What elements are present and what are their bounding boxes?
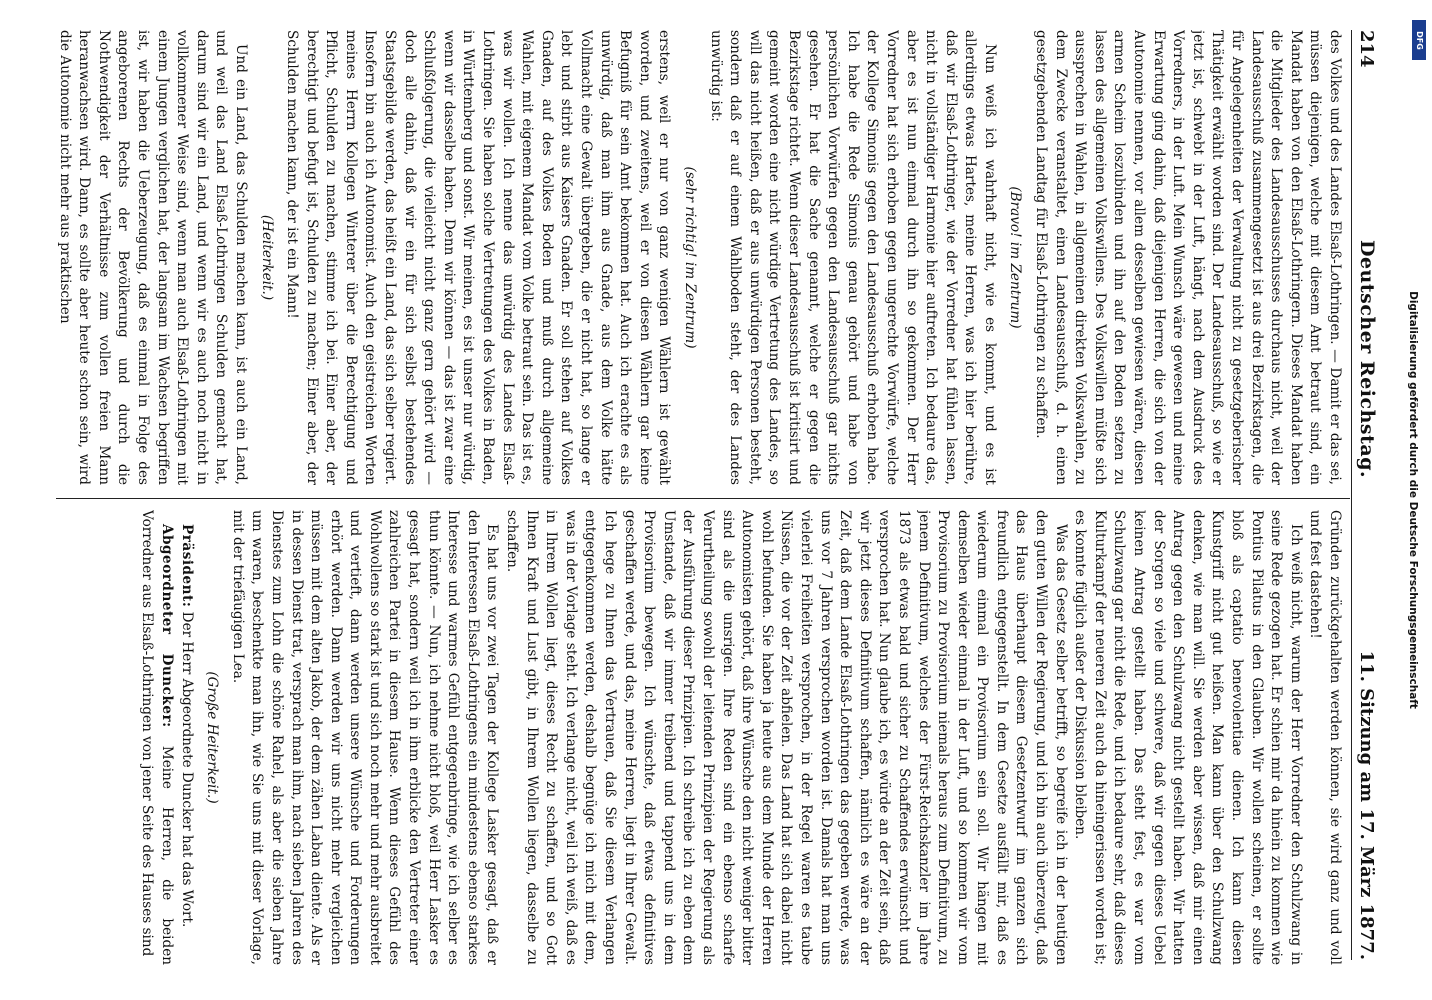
paragraph: Und ein Land, das Schulden machen kann, ist auch ein Land, und weil das Land Elsaß-Lothringen Schulden gemacht hat, darum sind wir ein Land, und wenn wir es auch noch nicht in vollkommener Weise sind, wenn man auch Elsaß-Lothringen mit einem Jungen verglichen hat, der langsam im Wachsen begriffen ist, wir haben die Ueberzeugung, daß es einmal in Folge des angeborenen Rechts der Bevölkerung und durch die Nothwendigkeit der Verhältnisse zum vollen freien Mann heranwachsen wird. Dann, es sollte aber heute schon sein, wird die Autonomie nicht mehr aus praktischen: [56, 30, 249, 485]
paragraph: erstens, weil er nur von ganz wenigen Wählern ist gewählt worden, und zweitens, weil er von diesen Wählern gar keine Befugniß für sein Amt bekommen hat. Auch ich erachte es als unwürdig, daß man ihm aus Gnade, aus dem Volke hätte Vollmacht eine Gewalt übergeben, die er nicht hat, so lange er lebt und stirbt aus Kaisers Gnaden. Er soll stehen auf Volkes Gnaden, auf des Volkes Boden und muß durch allgemeine Wahlen, mit eigenem Mandat vom Volke betraut sein. Das ist es, was wir wollen. Ich nenne das unwürdig des Landes Elsaß-Lothringen. Sie haben solche Vertretungen des Volkes in Baden, in Württemberg und sonst. Wir meinen, es ist unser nur würdig, wenn wir dasselbe haben. Denn wir können — das ist zwar eine Schlußfolgerung, die vielleicht nicht ganz gern gehört wird — doch alle dahin, daß wir ein für sich selbst bestehendes Staatsgebilde werden, das heißt ein Land, das sich selber regiert. Insofern bin auch ich Autonomist. Auch den geistreichen Worten meines Herrn Kollegen Winterer über die Berechtigung und Pflicht, Schulden zu machen, stimme ich bei. Einer aber, der berechtigt und befugt ist, Schulden zu machen; Einer aber, der Schulden machen kann, der ist ein Mann!: [284, 30, 673, 485]
digitization-credit-text: Digitalisierung gefördert durch die Deutsche Forschungsgemeinschaft: [1407, 291, 1419, 709]
paragraph: des Volkes und des Landes Elsaß-Lothringen. — Damit er das sei, müssen diejenigen, welche mit diesem Amt betraut sind, ein Mandat haben von den Elsaß-Lothringern. Dieses Mandat haben die Mitglieder des Landesausschusses durchaus nicht, weil der Landesausschuß zusammengesetzt ist aus drei Bezirkstagen, die für Angelegenheiten der Verwaltung nicht zu gesetzgeberischer Thätigkeit erwählt worden sind. Der Landesausschuß, so wie er jetzt ist, schwebt in der Luft, hängt, nach dem Ausdruck des Vorredners, in der Luft. Mein Wunsch wäre gewesen und meine Erwartung ging dahin, daß diejenigen Herren, die sich von der Autonomie nennen, vor allem desselben gewiesen wären, diesen armen Scheim loszubinden und ihn auf den Boden setzen zu lassen des allgemeinen Volkswillens. Des Volkswillen müßte sich aussprechen in Wahlen, in allgemeinen direkten Volkswahlen, zu dem Zwecke veranstaltet, einen Landesausschuß, d. h. einen gesetzgebenden Landtag für Elsaß-Lothringen zu schaffen.: [1033, 30, 1343, 485]
right-column: [46, 510, 1344, 965]
paragraph: Was das Gesetz selber betrifft, so begreife ich in der heutigen den guten Willen der Regierung, und ich bin auch überzeugt, daß das Haus überhaupt diesem Gesetzentwurf im ganzen sich freundlich entgegenstellt. In dem Gesetze ausfällt mir, daß es wiederum einmal ein Provisorium sein soll. Wir hängen mit demselben wieder einmal in der Luft, und so kommen wir vom Provisorium zu Provisorium niemals heraus zum Definitivum, zu jenem Definitivum, welches der Fürst-Reichskanzler im Jahre 1873 als etwas bald und sicher zu Schaffendes erwünscht und versprochen hat. Nun glaube ich, es würde an der Zeit sein, daß wir jetzt dieses Definitivum schaffen, nämlich es wäre an der Zeit, daß dem Lande Elsaß-Lothringen das gegeben werde, was uns vor 7 Jahren versprochen worden ist. Damals hat man uns vielerlei Freiheiten versprochen, in der Regel waren es taube Nüssen, die vor der Zeit abfielen. Das Land hat sich dabei nicht wohl befunden. Sie haben ja heute aus dem Munde der Herren Autonomisten gehört, daß ihre Wünsche den nicht weniger bitter sind als die unsrigen. Ihre Reden sind ein ebenso scharfe Verurtheilung sowohl der leitenden Prinzipien der Regierung als der Ausführung dieser Prinzipien. Ich schreibe ich zu eben dem Umstande, daß wir immer treibend und tappend uns in dem Provisorium bewegen. Ich wünschte, daß etwas definitives geschaffen werde, und das, meine Herren, liegt in Ihrer Gewalt. Ich hege zu Ihnen das Vertrauen, daß Sie diesem Verlangen entgegenkommen werden, deshalb begnüge ich mich mit dem, was in der Vorlage steht. Ich verlange nicht, weil ich weiß, daß es in Ihrem Wollen liegt, dieses Recht zu schaffen, und so Gott Ihnen Kraft und Lust gibt, in Ihrem Wollen liegen, dasselbe zu schaffen.: [504, 510, 1069, 965]
interjection: (Heiterkeit.): [258, 214, 275, 301]
paragraph: Nun weiß ich wahrhaft nicht, wie es kommt, und es ist allerdings etwas Hartes, meine Herren, was ich hier berühre, daß wir Elsaß-Lothringer, wie der Vorredner hat fühlen lassen, nicht in vollständiger Harmonie hier auftreten. Ich bedaure das, aber es ist nun einmal durch ihn so gekommen. Der Herr Vorredner hat sich erhoben gegen ungerechte Vorwürfe, welche der Kollege Simonis gegen den Landesausschuß erhoben habe. Ich habe die Rede Simonis genau gehört und habe von persönlichen Vorwürfen gegen den Landesausschuß gar nichts gesehen. Er hat die Sache genannt, welche er gegen die Bezirkstage richtet. Wenn dieser Landesausschuß ist kritisirt und gemeint worden eine nicht würdige Vertretung des Landes, so will das nicht heißen, daß er aus unwürdigen Personen besteht, sondern daß er auf einem Wahlboden steht, der des Landes unwürdig ist:: [707, 30, 998, 485]
document-page: [36, 10, 1396, 990]
dfg-badge-text: DFG: [1414, 30, 1424, 50]
president-line: [176, 510, 196, 965]
page-title: Deutscher Reichstag.: [1356, 239, 1378, 479]
digitization-credit: [1393, 20, 1432, 980]
president-label: Präsident:: [178, 524, 195, 608]
interjection: (Bravo! im Zentrum): [1007, 186, 1024, 329]
page-header: [1351, 30, 1396, 960]
paragraph: Ich weiß nicht, warum der Herr Vorredner den Schulzwang in seine Rede gezogen hat. Er schien mir da hinein zu kommen wie Pontius Pilatus in den Glauben. Wir wollen scheinen, er sollte bloß als captatio benevolentiae dienen. Ich kann diesen Kunstgriff nicht gut heißen. Man kann über den Schulzwang denken, wie man will. Sie werden aber wissen, daß mir einen Antrag gegen den Schulzwang nicht gestellt haben. Wir hatten der Sorgen so viele und schwere, daß wir gegen dieses Uebel keinen Antrag gestellt haben. Das steht fest, es war vom Schulzwang gar nicht die Rede, und ich bedaure sehr, daß dieses Kulturkampf der neueren Zeit auch da hineingerissen worden ist; es konnte füglich außer der Diskussion bleiben.: [1072, 510, 1304, 965]
column-divider: [56, 498, 1350, 499]
speaker-line: [137, 510, 176, 965]
page-number: 214: [1356, 30, 1377, 68]
interjection: (Große Heiterkeit.): [204, 671, 221, 804]
left-column: [46, 30, 1344, 485]
dfg-logo-icon: [1412, 20, 1426, 60]
speaker-label: Abgeordneter Duncker:: [158, 524, 175, 728]
interjection: (sehr richtig! im Zentrum): [682, 166, 698, 349]
speaker-text: Meine Herren, die beiden Vorredner aus Elsaß-Lothringen von jener Seite des Hauses sind: [139, 510, 175, 965]
president-text: Der Herr Abgeordnete Duncker hat das Wort.: [178, 611, 195, 928]
paragraph: Es hat uns vor zwei Tagen der Kollege Lasker gesagt, daß er den Interessen Elsaß-Lothringens ein mindestens ebenso starkes Interesse und warmes Gefühl entgegenbringe, wie ich selber es thun könnte. — Nun, ich nehme nicht bloß, weil Herr Lasker es gesagt hat, sondern weil ich in ihm erblicke den Vertreter einer zahlreichen Partei in diesem Hause. Wenn dieses Gefühl des Wohlwollens so stark ist und sich noch mehr und mehr ausbreitet und vertieft, dann werden unsere Wünsche und Forderungen erhört werden. Dann werden wir uns nicht mehr vergleichen müssen mit dem alten Jakob, der dem zähen Laban diente. Als er in dessen Dienst trat, versprach man ihm, nach sieben Jahren des Dienstes zum Lohn die schöne Rahel, als aber die sieben Jahre um waren, beschenkte man ihn, wie Sie uns mit dieser Vorlage, mit der triefäugigen Lea.: [229, 510, 501, 965]
session-date: 11. Sitzung am 17. März 1877.: [1356, 650, 1377, 960]
paragraph: Gründen zurückgehalten werden können, sie wird ganz und voll und fest dastehen!: [1307, 510, 1343, 965]
